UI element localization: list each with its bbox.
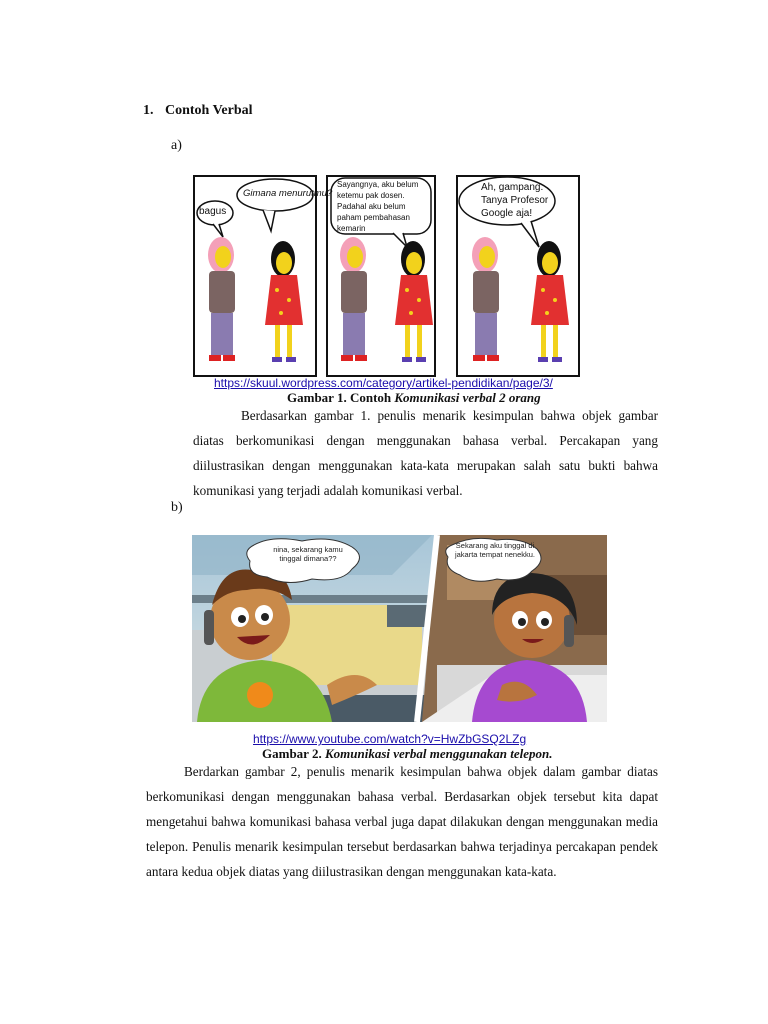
comic-bubble-2: Sayangnya, aku belum ketemu pak dosen. Padahal aku belum paham pembahasan kemarin [337, 180, 419, 233]
comic-bubble-3: Ah, gampang. Tanya Profesor Google aja! [481, 182, 549, 219]
figure2-source-link[interactable]: https://www.youtube.com/watch?v=HwZbGSQ2LZg [253, 732, 527, 746]
phone-bubble-right: Sekarang aku tinggal di jakarta tempat nenekku. [454, 541, 536, 559]
section-title: Contoh Verbal [165, 103, 253, 118]
section-number: 1. [143, 103, 154, 118]
section-heading [143, 103, 253, 119]
figure1-caption-italic: Komunikasi verbal 2 orang [394, 390, 541, 405]
figure2-caption-italic: Komunikasi verbal menggunakan telepon. [324, 746, 553, 761]
figure1-source-link[interactable]: https://skuul.wordpress.com/category/artikel-pendidikan/page/3/ [214, 376, 553, 390]
paragraph-1: Berdasarkan gambar 1. penulis menarik kesimpulan bahwa objek gambar diatas berkomunikasi dengan menggunakan bahasa verbal. Percakapan yang diilustrasikan dengan menggunakan kata-kata merupakan salah satu bukti bahwa komunikasi yang terjadi adalah komunikasi verbal. [193, 408, 658, 498]
phone-call-figure [192, 535, 607, 722]
figure2-caption-prefix: Gambar 2. [262, 746, 325, 761]
comic-figure [193, 175, 585, 377]
comic-bubble-1a: bagus [199, 206, 227, 217]
phone-bubble-left: nina, sekarang kamu tinggal dimana?? [273, 545, 343, 563]
character-pink-hair [208, 237, 235, 361]
figure1-caption-prefix: Gambar 1. Contoh [287, 390, 395, 405]
item-b-label: b) [171, 500, 183, 515]
paragraph-2: Berdarkan gambar 2, penulis menarik kesimpulan bahwa objek dalam gambar diatas berkomunikasi dengan menggunakan bahasa verbal. Berdasarkan objek tersebut kita dapat mengetahui bahwa komunikasi bahasa verbal juga dapat dilakukan dengan menggunakan media telepon. Penulis menarik kesimpulan tersebut berdasarkan bahwa terjadinya percakapan pendek antara kedua objek diatas yang diilustrasikan dengan menggunakan kata-kata. [146, 764, 658, 879]
comic-bubble-1b: Gimana menurutmu? [243, 188, 333, 199]
item-a-label: a) [171, 138, 182, 153]
